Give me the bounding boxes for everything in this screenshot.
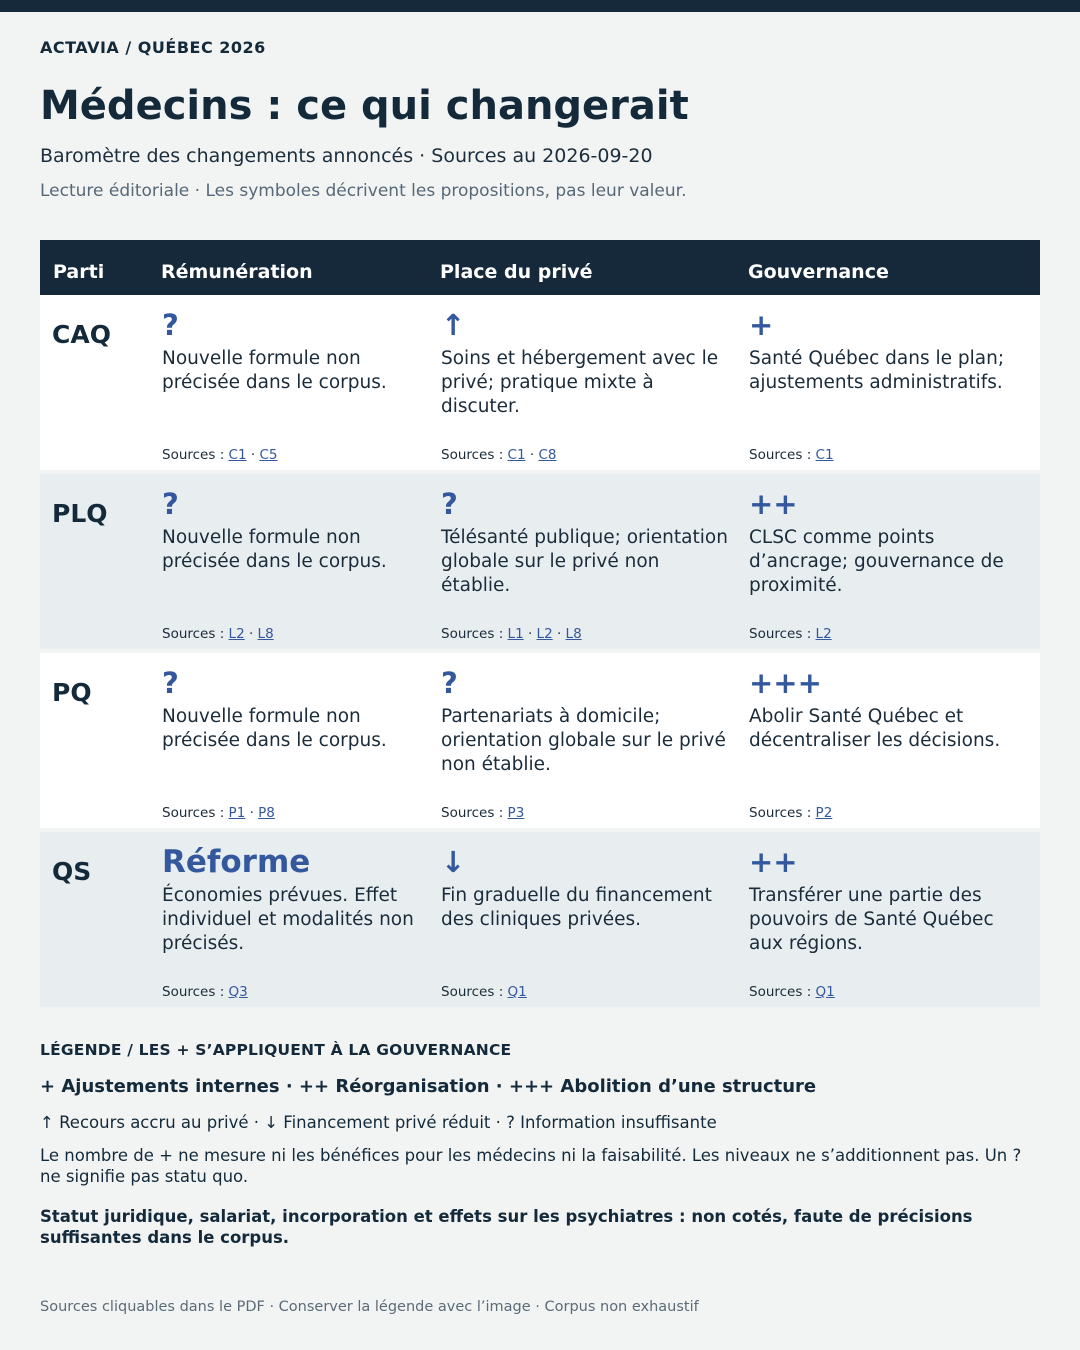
cell-remuneration: [162, 486, 422, 574]
kicker: ACTAVIA / QUÉBEC 2026: [40, 38, 266, 57]
cell-private: [441, 665, 731, 777]
change-symbol: ?: [162, 666, 179, 700]
sources-line: [749, 626, 832, 642]
change-symbol: ?: [162, 487, 179, 521]
column-header-remuneration: Rémunération: [161, 261, 313, 283]
table-header: [40, 240, 1040, 295]
change-symbol: ?: [441, 487, 458, 521]
sources-label: Sources :: [162, 626, 225, 642]
column-header-governance: Gouvernance: [748, 261, 889, 283]
sources-label: Sources :: [162, 984, 225, 1000]
change-symbol: ↑: [441, 308, 466, 342]
cell-private: [441, 844, 731, 932]
cell-private: [441, 486, 731, 598]
column-header-private: Place du privé: [440, 261, 593, 283]
subtitle: Baromètre des changements annoncés · Sources au 2026-09-20: [40, 145, 653, 167]
party-name: QS: [52, 857, 92, 886]
sources-line: [749, 447, 834, 463]
sources-line: Sources : L1 · L2 · L8: [441, 626, 582, 642]
cell-governance: [749, 844, 1029, 956]
sources-label: Sources :: [749, 447, 812, 463]
source-link[interactable]: C5: [259, 447, 278, 463]
cell-description: Fin graduelle du financement des cliniques privées.: [441, 885, 712, 930]
cell-governance: [749, 307, 1029, 395]
sources-label: Sources :: [441, 626, 504, 642]
sources-line: [162, 984, 248, 1000]
legend-plus-scale: + Ajustements internes · ++ Réorganisation · +++ Abolition d’une structure: [40, 1076, 817, 1097]
cell-governance: [749, 486, 1029, 598]
cell-remuneration: [162, 844, 422, 956]
top-bar: [0, 0, 1080, 12]
cell-description: Nouvelle formule non précisée dans le corpus.: [162, 527, 387, 572]
sources-label: Sources :: [162, 805, 225, 821]
cell-remuneration: [162, 307, 422, 395]
page-title: Médecins : ce qui changerait: [40, 83, 689, 129]
source-link[interactable]: C8: [538, 447, 557, 463]
sources-label: Sources :: [749, 805, 812, 821]
cell-description: Santé Québec dans le plan; ajustements administratifs.: [749, 348, 1005, 393]
change-symbol: ++: [749, 845, 798, 879]
table-row: [40, 653, 1040, 828]
party-name: PLQ: [52, 499, 108, 528]
change-symbol: +: [749, 308, 774, 342]
sources-line: Sources : C1 · C5: [162, 447, 278, 463]
source-link[interactable]: C1: [228, 447, 247, 463]
source-link[interactable]: P3: [507, 805, 525, 821]
source-link[interactable]: C1: [815, 447, 834, 463]
sources-label: Sources :: [441, 805, 504, 821]
sources-label: Sources :: [749, 984, 812, 1000]
sources-line: [441, 805, 524, 821]
cell-description: Télésanté publique; orientation globale sur le privé non établie.: [441, 527, 728, 596]
source-link[interactable]: L8: [257, 626, 274, 642]
footer-note: Sources cliquables dans le PDF · Conserver la légende avec l’image · Corpus non exhaustif: [40, 1299, 699, 1315]
party-name: PQ: [52, 678, 92, 707]
table-row: [40, 295, 1040, 470]
column-header-party: Parti: [53, 261, 105, 283]
source-link[interactable]: L1: [507, 626, 524, 642]
source-link[interactable]: L2: [815, 626, 832, 642]
sources-line: [749, 805, 832, 821]
source-link[interactable]: Q1: [507, 984, 527, 1000]
source-link[interactable]: C1: [507, 447, 526, 463]
cell-description: Économies prévues. Effet individuel et modalités non précisés.: [162, 885, 414, 954]
sources-line: [749, 984, 835, 1000]
change-symbol: ++: [749, 487, 798, 521]
change-symbol: ?: [162, 308, 179, 342]
change-symbol: +++: [749, 666, 822, 700]
cell-remuneration: [162, 665, 422, 753]
source-link[interactable]: Q3: [228, 984, 248, 1000]
source-link[interactable]: P8: [258, 805, 275, 821]
cell-description: Nouvelle formule non précisée dans le corpus.: [162, 348, 387, 393]
change-symbol: Réforme: [162, 844, 311, 880]
legend-arrows: ↑ Recours accru au privé · ↓ Financement privé réduit · ? Information insuffisante: [40, 1113, 717, 1132]
legend-not-rated: Statut juridique, salariat, incorporation et effets sur les psychiatres : non cotés, faute de précisions suffisantes dans le corpus.: [40, 1207, 973, 1247]
change-symbol: ?: [441, 666, 458, 700]
source-link[interactable]: L2: [228, 626, 245, 642]
barometer-table: [40, 240, 1040, 1007]
sources-label: Sources :: [162, 447, 225, 463]
legend-heading: LÉGENDE / LES + S’APPLIQUENT À LA GOUVERNANCE: [40, 1041, 512, 1059]
table-row: [40, 474, 1040, 649]
editorial-note: Lecture éditoriale · Les symboles décrivent les propositions, pas leur valeur.: [40, 181, 687, 201]
sources-line: [441, 984, 527, 1000]
cell-description: CLSC comme points d’ancrage; gouvernance de proximité.: [749, 527, 1004, 596]
source-link[interactable]: Q1: [815, 984, 835, 1000]
source-link[interactable]: L2: [536, 626, 553, 642]
sources-line: Sources : C1 · C8: [441, 447, 557, 463]
sources-label: Sources :: [749, 626, 812, 642]
sources-label: Sources :: [441, 447, 504, 463]
party-name: CAQ: [52, 320, 111, 349]
sources-label: Sources :: [441, 984, 504, 1000]
cell-description: Nouvelle formule non précisée dans le corpus.: [162, 706, 387, 751]
cell-description: Transférer une partie des pouvoirs de Santé Québec aux régions.: [749, 885, 994, 954]
change-symbol: ↓: [441, 845, 466, 879]
source-link[interactable]: L8: [565, 626, 582, 642]
cell-private: [441, 307, 731, 419]
sources-line: Sources : P1 · P8: [162, 805, 275, 821]
cell-description: Soins et hébergement avec le privé; pratique mixte à discuter.: [441, 348, 719, 417]
legend-caveat: Le nombre de + ne mesure ni les bénéfices pour les médecins ni la faisabilité. Les niveaux ne s’additionnent pas. Un ? ne signifie pas statu quo.: [40, 1146, 1022, 1186]
cell-description: Partenariats à domicile; orientation globale sur le privé non établie.: [441, 706, 726, 775]
table-body: [40, 295, 1040, 1007]
source-link[interactable]: P1: [228, 805, 246, 821]
cell-description: Abolir Santé Québec et décentraliser les décisions.: [749, 706, 1001, 751]
sources-line: Sources : L2 · L8: [162, 626, 274, 642]
source-link[interactable]: P2: [815, 805, 833, 821]
table-row: [40, 832, 1040, 1007]
cell-governance: [749, 665, 1029, 753]
